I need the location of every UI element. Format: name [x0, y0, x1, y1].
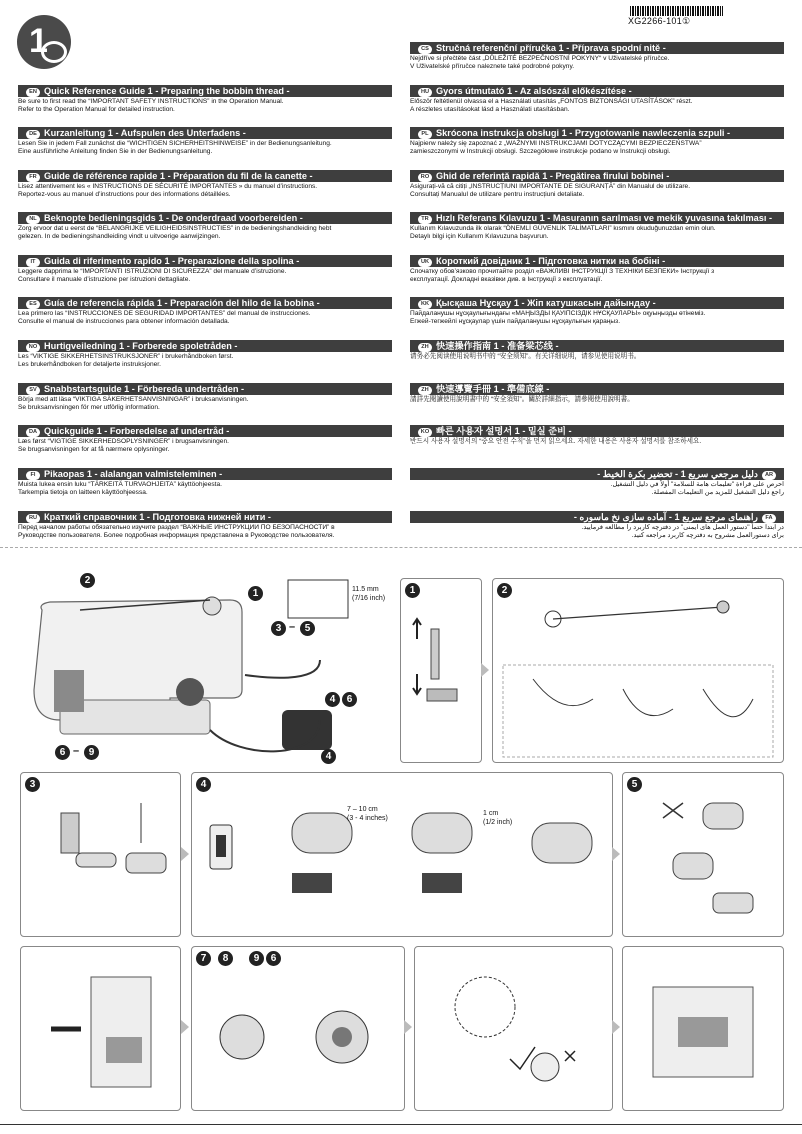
section-line: Lea primero las “INSTRUCCIONES DE SEGURIDAD IMPORTANTES” del manual de instrucciones. [18, 310, 311, 317]
panel-3-number: 3 [25, 777, 40, 792]
section-body [18, 182, 392, 199]
section-title-bar [410, 511, 784, 523]
section-line: برای دستورالعمل مشروح به دفترچه کاربرد مراجعه کنید. [631, 532, 784, 539]
section-line: A részletes utasításokat lásd a Használati utasításban. [410, 106, 570, 113]
language-badge: AR [762, 471, 776, 480]
section-title-bar [410, 212, 784, 224]
section-title-bar [18, 340, 392, 352]
section-title: Короткий довідник 1 - Підготовка нитки на бобіні - [436, 256, 666, 266]
language-badge: RU [26, 514, 40, 523]
section-body [18, 139, 392, 156]
section-cs [410, 42, 784, 71]
section-line: експлуатації. Докладні вказівки див. в Інструкції з експлуатації. [410, 276, 603, 283]
quick-guide-logo-icon: 1 [17, 15, 71, 69]
divider [0, 547, 802, 548]
section-body [18, 352, 392, 369]
section-title-bar [410, 340, 784, 352]
section-title: 빠른 사용자 설명서 1 - 밑실 준비 - [436, 426, 572, 436]
section-title: Guía de referencia rápida 1 - Preparación del hilo de la bobina - [44, 298, 320, 308]
section-title: Snabbstartsguide 1 - Förbereda undertråden - [44, 384, 245, 394]
section-title-bar [18, 212, 392, 224]
section-zh [410, 340, 784, 361]
language-badge: FA [762, 514, 776, 523]
section-line: zamieszczonymi w Instrukcji obsługi. Szczegółowe instrukcje podano w Instrukcji obsługi. [410, 148, 671, 155]
panel-step-insert-bobbin [414, 946, 613, 1111]
section-line: Les “VIKTIGE SIKKERHETSINSTRUKSJONER” i brukerhåndboken først. [18, 353, 234, 360]
arrow-icon [612, 847, 620, 861]
language-badge: EN [26, 88, 40, 97]
section-title: دليل مرجعي سريع 1 - تحضير بكرة الخيط - [597, 469, 758, 479]
section-body [18, 437, 392, 454]
section-line: Detaylı bilgi için Kullanım Kılavuzuna başvurun. [410, 233, 549, 240]
section-title-bar [18, 468, 392, 480]
section-title: Guide de référence rapide 1 - Préparation du fil de la canette - [44, 171, 313, 181]
section-line: Zorg ervoor dat u eerst de “BELANGRIJKE VEILIGHEIDSINSTRUCTIES” in de bedieningshandleiding hebt [18, 225, 332, 232]
section-line: Руководстве пользователя. Более подробная информация представлена в Руководстве пользователя. [18, 532, 335, 539]
section-body [410, 309, 784, 326]
section-body [18, 523, 392, 540]
section-line: 반드시 사용자 설명서의 “중요 안전 수칙”을 먼저 읽으세요. 자세한 내용은 사용자 설명서를 참조하세요. [410, 438, 702, 445]
panel-2-number: 2 [497, 583, 512, 598]
section-body [410, 437, 784, 446]
machine-overview [20, 570, 390, 765]
section-title-bar [18, 511, 392, 523]
section-it [18, 255, 392, 284]
section-de [18, 127, 392, 156]
section-title-bar [18, 425, 392, 437]
section-body [410, 395, 784, 404]
section-line: 請詳先閱讀使用說明書中的 “安全須知”。關於詳細指示，請參閱使用說明書。 [410, 396, 634, 403]
language-badge: ZH [418, 343, 432, 352]
section-line: Lisez attentivement les « INSTRUCTIONS DE SÉCURITÉ IMPORTANTES » du manuel d’instructions. [18, 183, 318, 190]
section-line: Lesen Sie in jedem Fall zunächst die “WICHTIGEN SICHERHEITSHINWEISE” in der Bedienungsanleitung. [18, 140, 332, 147]
section-body [18, 267, 392, 284]
section-title-bar [18, 383, 392, 395]
section-title: Hurtigveiledning 1 - Forberede spoletråden - [44, 341, 238, 351]
section-es [18, 297, 392, 326]
section-title: Қысқаша Нұсқау 1 - Жіп катушкасын дайындау - [436, 298, 656, 308]
section-line: Se brugsanvisningen for at få nærmere oplysninger. [18, 446, 170, 453]
step-5-marker: 5 [300, 621, 315, 636]
section-ru [18, 511, 392, 540]
language-badge: SV [26, 386, 40, 395]
winding-length-label: 7 – 10 cm [347, 806, 378, 813]
section-body [18, 309, 392, 326]
section-uk [410, 255, 784, 284]
section-title-bar [18, 255, 392, 267]
language-badge: KK [418, 300, 432, 309]
section-line: Tarkempia tietoja on laitteen käyttöohjeessa. [18, 489, 148, 496]
panel-step-2 [492, 578, 784, 763]
panel-step-1 [400, 578, 482, 763]
step-4-marker-a: 4 [325, 692, 340, 707]
section-line: Consultați Manualul de utilizare pentru instrucțiuni detaliate. [410, 191, 585, 198]
bottom-rule [0, 1124, 802, 1125]
language-badge: PL [418, 130, 432, 139]
trim-length-label: 1 cm [483, 810, 499, 817]
winding-length-inch-label: (3 - 4 inches) [347, 815, 388, 822]
section-title-bar [410, 425, 784, 437]
section-body [410, 139, 784, 156]
section-body [18, 395, 392, 412]
section-title-bar [410, 255, 784, 267]
section-title: Stručná referenční příručka 1 - Příprava spodní nitě - [436, 43, 666, 53]
section-title-bar [410, 468, 784, 480]
step-6-marker-c: 6 [266, 951, 281, 966]
section-title-bar [410, 170, 784, 182]
section-line: V Uživatelské příručce naleznete také podrobné pokyny. [410, 63, 575, 70]
panel-4-number: 4 [196, 777, 211, 792]
trim-length-inch-label: (1/2 inch) [483, 819, 513, 826]
section-body [410, 182, 784, 199]
document-code: XG2266-101① [628, 16, 691, 26]
panel-step-4 [191, 772, 613, 937]
section-line: Les brukerhåndboken for detaljerte instruksjoner. [18, 361, 161, 368]
language-badge: ES [26, 300, 40, 309]
section-title-bar [410, 42, 784, 54]
section-line: Перед началом работы обязательно изучите раздел “ВАЖНЫЕ ИНСТРУКЦИИ ПО БЕЗОПАСНОСТИ” в [18, 524, 335, 531]
arrow-icon [481, 663, 489, 677]
language-badge: NL [26, 215, 40, 224]
section-title-bar [410, 297, 784, 309]
section-pl [410, 127, 784, 156]
panel-1-number: 1 [405, 583, 420, 598]
section-body [410, 267, 784, 284]
section-ar [410, 468, 784, 497]
section-title: 快速導覽手冊 1 - 準備底線 - [436, 384, 550, 394]
spool-height-inch-label: (7/16 inch) [352, 595, 386, 602]
step-7-marker: 7 [196, 951, 211, 966]
section-body [410, 54, 784, 71]
step-9-marker-b: 9 [249, 951, 264, 966]
section-line: Kullanım Kılavuzunda ilk olarak “ÖNEMLİ GÜVENLİK TALİMATLARI” kısmını okuduğunuzdan emin olun. [410, 225, 716, 232]
section-body [410, 523, 784, 540]
section-da [18, 425, 392, 454]
language-badge: TR [418, 215, 432, 224]
section-line: Najpierw należy się zapoznać z „WAŻNYMI INSTRUKCJAMI DOTYCZĄCYMI BEZPIECZEŃSTWA” [410, 140, 702, 147]
section-line: احرص على قراءة "تعليمات هامة للسلامة" أولاً في دليل التشغيل. [610, 481, 784, 488]
section-line: Consultare il manuale d’istruzione per istruzioni dettagliate. [18, 276, 191, 283]
section-body [18, 97, 392, 114]
section-title: Skrócona instrukcja obsługi 1 - Przygotowanie nawleczenia szpuli - [436, 128, 731, 138]
section-en [18, 85, 392, 114]
section-title-bar [18, 297, 392, 309]
section-body [410, 480, 784, 497]
panel-5-number: 5 [627, 777, 642, 792]
section-title-bar [410, 127, 784, 139]
section-line: 请务必先阅读使用说明书中的 “安全须知”。有关详细说明，请参见使用说明书。 [410, 353, 641, 360]
arrow-icon [612, 1020, 620, 1034]
section-nl [18, 212, 392, 241]
section-title: 快速操作指南 1 - 准备梁芯线 - [436, 341, 559, 351]
section-line: Asigurați-vă că citiți „INSTRUCȚIUNI IMPORTANTE DE SIGURANȚĂ” din Manualul de utilizare. [410, 183, 691, 190]
section-line: Először feltétlenül olvassa el a Használati utasítás „FONTOS BIZTONSÁGI UTASÍTÁSOK” részt. [410, 98, 693, 105]
section-line: Refer to the Operation Manual for detailed instruction. [18, 106, 175, 113]
section-title: Quick Reference Guide 1 - Preparing the bobbin thread - [44, 86, 290, 96]
step-3-marker: 3 [271, 621, 286, 636]
arrow-icon [181, 847, 189, 861]
section-line: Eine ausführliche Anleitung finden Sie in der Bedienungsanleitung. [18, 148, 213, 155]
language-badge: FR [26, 173, 40, 182]
step-6-marker-b: 6 [55, 745, 70, 760]
step-9-marker: 9 [84, 745, 99, 760]
section-line: Егжей-тегжейлі нұсқаулар үшін пайдаланушы нұсқаулығын қараңыз. [410, 318, 621, 325]
language-badge: KO [418, 428, 432, 437]
section-line: Leggere dapprima le “IMPORTANTI ISTRUZIONI DI SICUREZZA” del manuale d’istruzione. [18, 268, 287, 275]
barcode [630, 6, 723, 16]
arrow-icon [404, 1020, 412, 1034]
section-title: Краткий справочник 1 - Подготовка нижней нити - [44, 512, 271, 522]
section-body [410, 224, 784, 241]
language-badge: IT [26, 258, 40, 267]
panel-step-3 [20, 772, 181, 937]
language-badge: UK [418, 258, 432, 267]
section-line: Muista lukea ensin luku “TÄRKEITÄ TURVAOHJEITA” käyttöohjeesta. [18, 481, 222, 488]
section-title-bar [18, 85, 392, 97]
arrow-icon [181, 1020, 189, 1034]
section-zh [410, 383, 784, 404]
sewing-machine-illustration [20, 570, 390, 765]
step-6-marker-a: 6 [342, 692, 357, 707]
section-title-bar [410, 85, 784, 97]
section-title: Quickguide 1 - Forberedelse af undertråd - [44, 426, 230, 436]
step-8-marker: 8 [218, 951, 233, 966]
language-badge: NO [26, 343, 40, 352]
section-fr [18, 170, 392, 199]
section-title: راهنمای مرجع سریع 1 - آماده سازی نخ ماسوره - [573, 512, 758, 522]
panel-step-5 [622, 772, 784, 937]
section-title: Gyors útmutató 1 - Az alsószál előkészítése - [436, 86, 632, 96]
section-title: Guida di riferimento rapido 1 - Preparazione della spolina - [44, 256, 300, 266]
section-line: Nejdříve si přečtěte část „DŮLEŽITÉ BEZPEČNOSTNÍ POKYNY“ v Uživatelské příručce. [410, 55, 670, 62]
section-fa [410, 511, 784, 540]
section-kk [410, 297, 784, 326]
section-sv [18, 383, 392, 412]
step-2-marker: 2 [80, 573, 95, 588]
range-dash: – [289, 621, 296, 633]
section-line: در ابتدا حتماً "دستور العمل های ایمنی" در دفترچه کاربرد را مطالعه فرمایید. [581, 524, 784, 531]
section-line: Börja med att läsa “VIKTIGA SÄKERHETSANVISNINGAR” i bruksanvisningen. [18, 396, 249, 403]
section-line: Пайдаланушы нұсқаулығындағы «МАҢЫЗДЫ ҚАУІПСІЗДІК НҰСҚАУЛАРЫ» оқуыңызды өтінеміз. [410, 310, 706, 317]
language-badge: RO [418, 173, 432, 182]
section-ro [410, 170, 784, 199]
section-hu [410, 85, 784, 114]
section-line: Se bruksanvisningen för mer utförlig information. [18, 404, 160, 411]
language-badge: FI [26, 471, 40, 480]
section-line: راجع دليل التشغيل للمزيد من التعليمات المفصلة. [651, 489, 784, 496]
section-line: gelezen. In de bedieningshandleiding vindt u uitvoerige aanwijzingen. [18, 233, 221, 240]
language-badge: ZH [418, 386, 432, 395]
section-fi [18, 468, 392, 497]
section-no [18, 340, 392, 369]
section-line: Consulte el manual de instrucciones para obtener información detallada. [18, 318, 230, 325]
spool-height-label: 11.5 mm [352, 586, 379, 593]
section-line: Reportez-vous au manuel d’instructions pour des informations détaillées. [18, 191, 231, 198]
section-body [18, 480, 392, 497]
section-title: Ghid de referință rapidă 1 - Pregătirea firului bobinei - [436, 171, 670, 181]
step-4-marker-b: 4 [321, 749, 336, 764]
panel-step-6 [20, 946, 181, 1111]
section-ko [410, 425, 784, 446]
section-title: Hızlı Referans Kılavuzu 1 - Masuranın sarılması ve mekik yuvasına takılması - [436, 213, 772, 223]
section-title-bar [410, 383, 784, 395]
section-line: Be sure to first read the “IMPORTANT SAFETY INSTRUCTIONS” in the Operation Manual. [18, 98, 284, 105]
section-title-bar [18, 127, 392, 139]
panel-step-7-9 [191, 946, 405, 1111]
language-badge: DE [26, 130, 40, 139]
language-badge: DA [26, 428, 40, 437]
step-1-marker: 1 [248, 586, 263, 601]
language-badge: HU [418, 88, 432, 97]
section-title: Beknopte bedieningsgids 1 - De onderdraad voorbereiden - [44, 213, 303, 223]
section-body [18, 224, 392, 241]
section-line: Спочатку обов’язково прочитайте розділ «ВАЖЛИВІ ІНСТРУКЦІЇ З ТЕХНІКИ БЕЗПЕКИ» Інструкції з [410, 268, 715, 275]
section-title: Pikaopas 1 - alalangan valmisteleminen - [44, 469, 223, 479]
section-title: Kurzanleitung 1 - Aufspulen des Unterfadens - [44, 128, 246, 138]
section-tr [410, 212, 784, 241]
section-body [410, 97, 784, 114]
section-body [410, 352, 784, 361]
panel-step-close-cover [622, 946, 784, 1111]
language-badge: CS [418, 45, 432, 54]
section-line: Læs først “VIGTIGE SIKKERHEDSOPLYSNINGER” i brugsanvisningen. [18, 438, 229, 445]
section-title-bar [18, 170, 392, 182]
range-dash-b: – [73, 745, 80, 757]
